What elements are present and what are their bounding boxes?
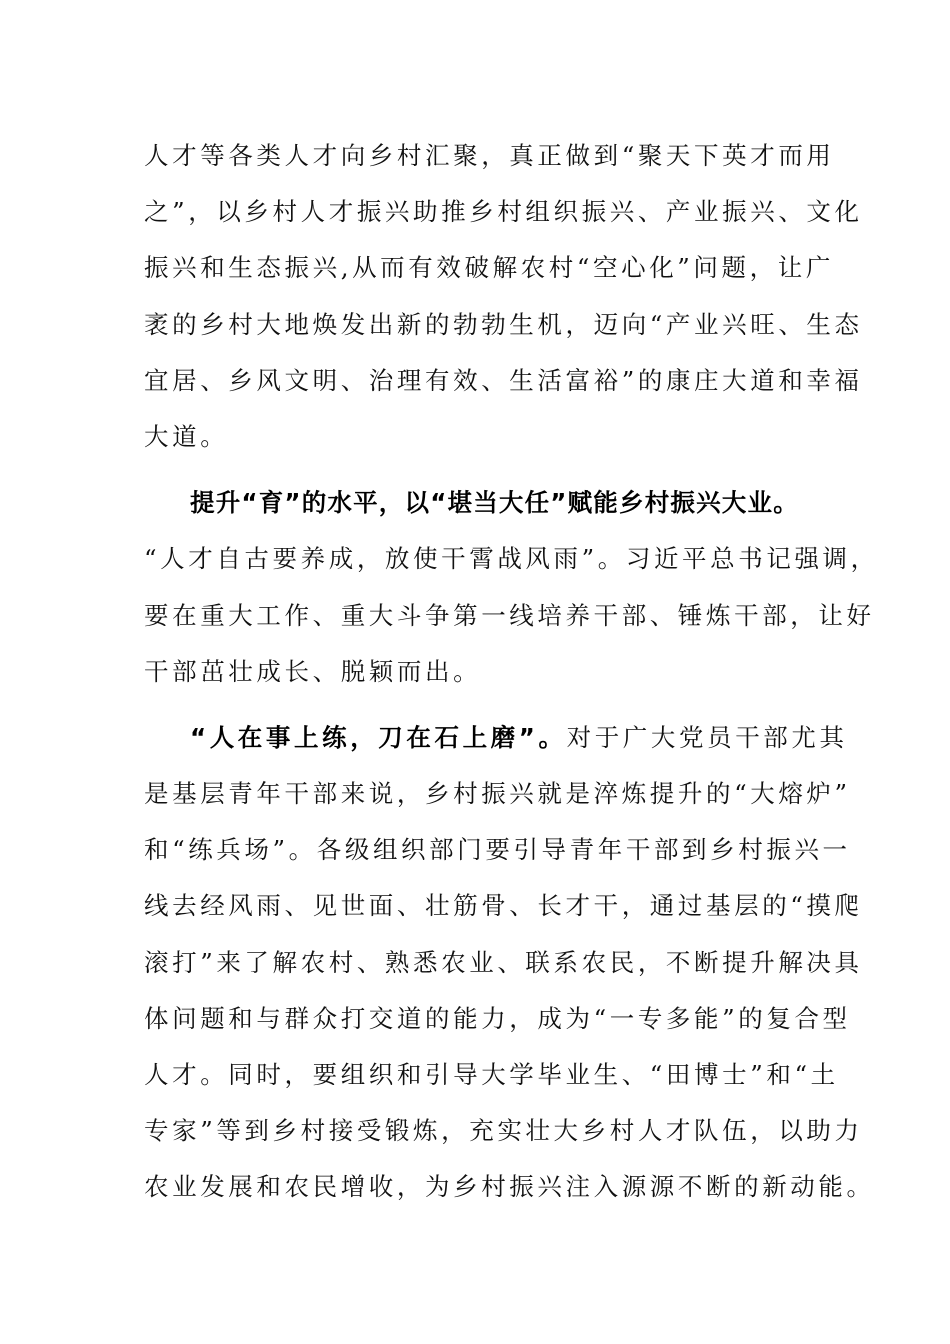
paragraph-line: 体问题和与群众打交道的能力，成为“一专多能”的复合型 — [144, 1003, 851, 1033]
paragraph-line: 滚打”来了解农村、熟悉农业、联系农民，不断提升解决具 — [144, 947, 863, 977]
paragraph-1 — [144, 128, 863, 465]
paragraph-line: 专家”等到乡村接受锻炼，充实壮大乡村人才队伍，以助力 — [144, 1116, 863, 1146]
paragraph-line: 之”，以乡村人才振兴助推乡村组织振兴、产业振兴、文化 — [144, 197, 863, 227]
paragraph-line: 人才等各类人才向乡村汇聚，真正做到“聚天下英才而用 — [144, 141, 835, 170]
paragraph-line: 袤的乡村大地焕发出新的勃勃生机，迈向“产业兴旺、生态 — [144, 309, 863, 339]
paragraph-line: 是基层青年干部来说，乡村振兴就是淬炼提升的“大熔炉” — [144, 779, 851, 809]
lead-quote-rest: 对于广大党员干部尤其 — [566, 722, 848, 752]
lead-quote-bold: “人在事上练，刀在石上磨”。 — [190, 722, 567, 752]
paragraph-line: 大道。 — [144, 421, 229, 451]
paragraph-line: 宜居、乡风文明、治理有效、生活富裕”的康庄大道和幸福 — [144, 365, 863, 395]
paragraph-line: 人才。同时，要组织和引导大学毕业生、“田博士”和“土 — [144, 1060, 839, 1089]
paragraph-3 — [144, 710, 875, 1216]
paragraph-line: “人才自古要养成，放使干霄战风雨”。习近平总书记强调， — [144, 544, 879, 574]
paragraph-line: 要在重大工作、重大斗争第一线培养干部、锤炼干部，让好 — [144, 600, 875, 630]
paragraph-2 — [144, 475, 879, 700]
document-body — [144, 128, 879, 1216]
paragraph-line: 和“练兵场”。各级组织部门要引导青年干部到乡村振兴一 — [144, 835, 851, 865]
paragraph-line: 振兴和生态振兴,从而有效破解农村“空心化”问题，让广 — [144, 253, 834, 283]
section-heading: 提升“育”的水平，以“堪当大任”赋能乡村振兴大业。 — [190, 488, 799, 518]
paragraph-lead-line — [144, 710, 848, 766]
paragraph-line: 农业发展和农民增收，为乡村振兴注入源源不断的新动能。 — [144, 1172, 875, 1202]
paragraph-line: 干部茁壮成长、脱颖而出。 — [144, 656, 482, 686]
paragraph-line: 线去经风雨、见世面、壮筋骨、长才干，通过基层的“摸爬 — [144, 891, 863, 921]
